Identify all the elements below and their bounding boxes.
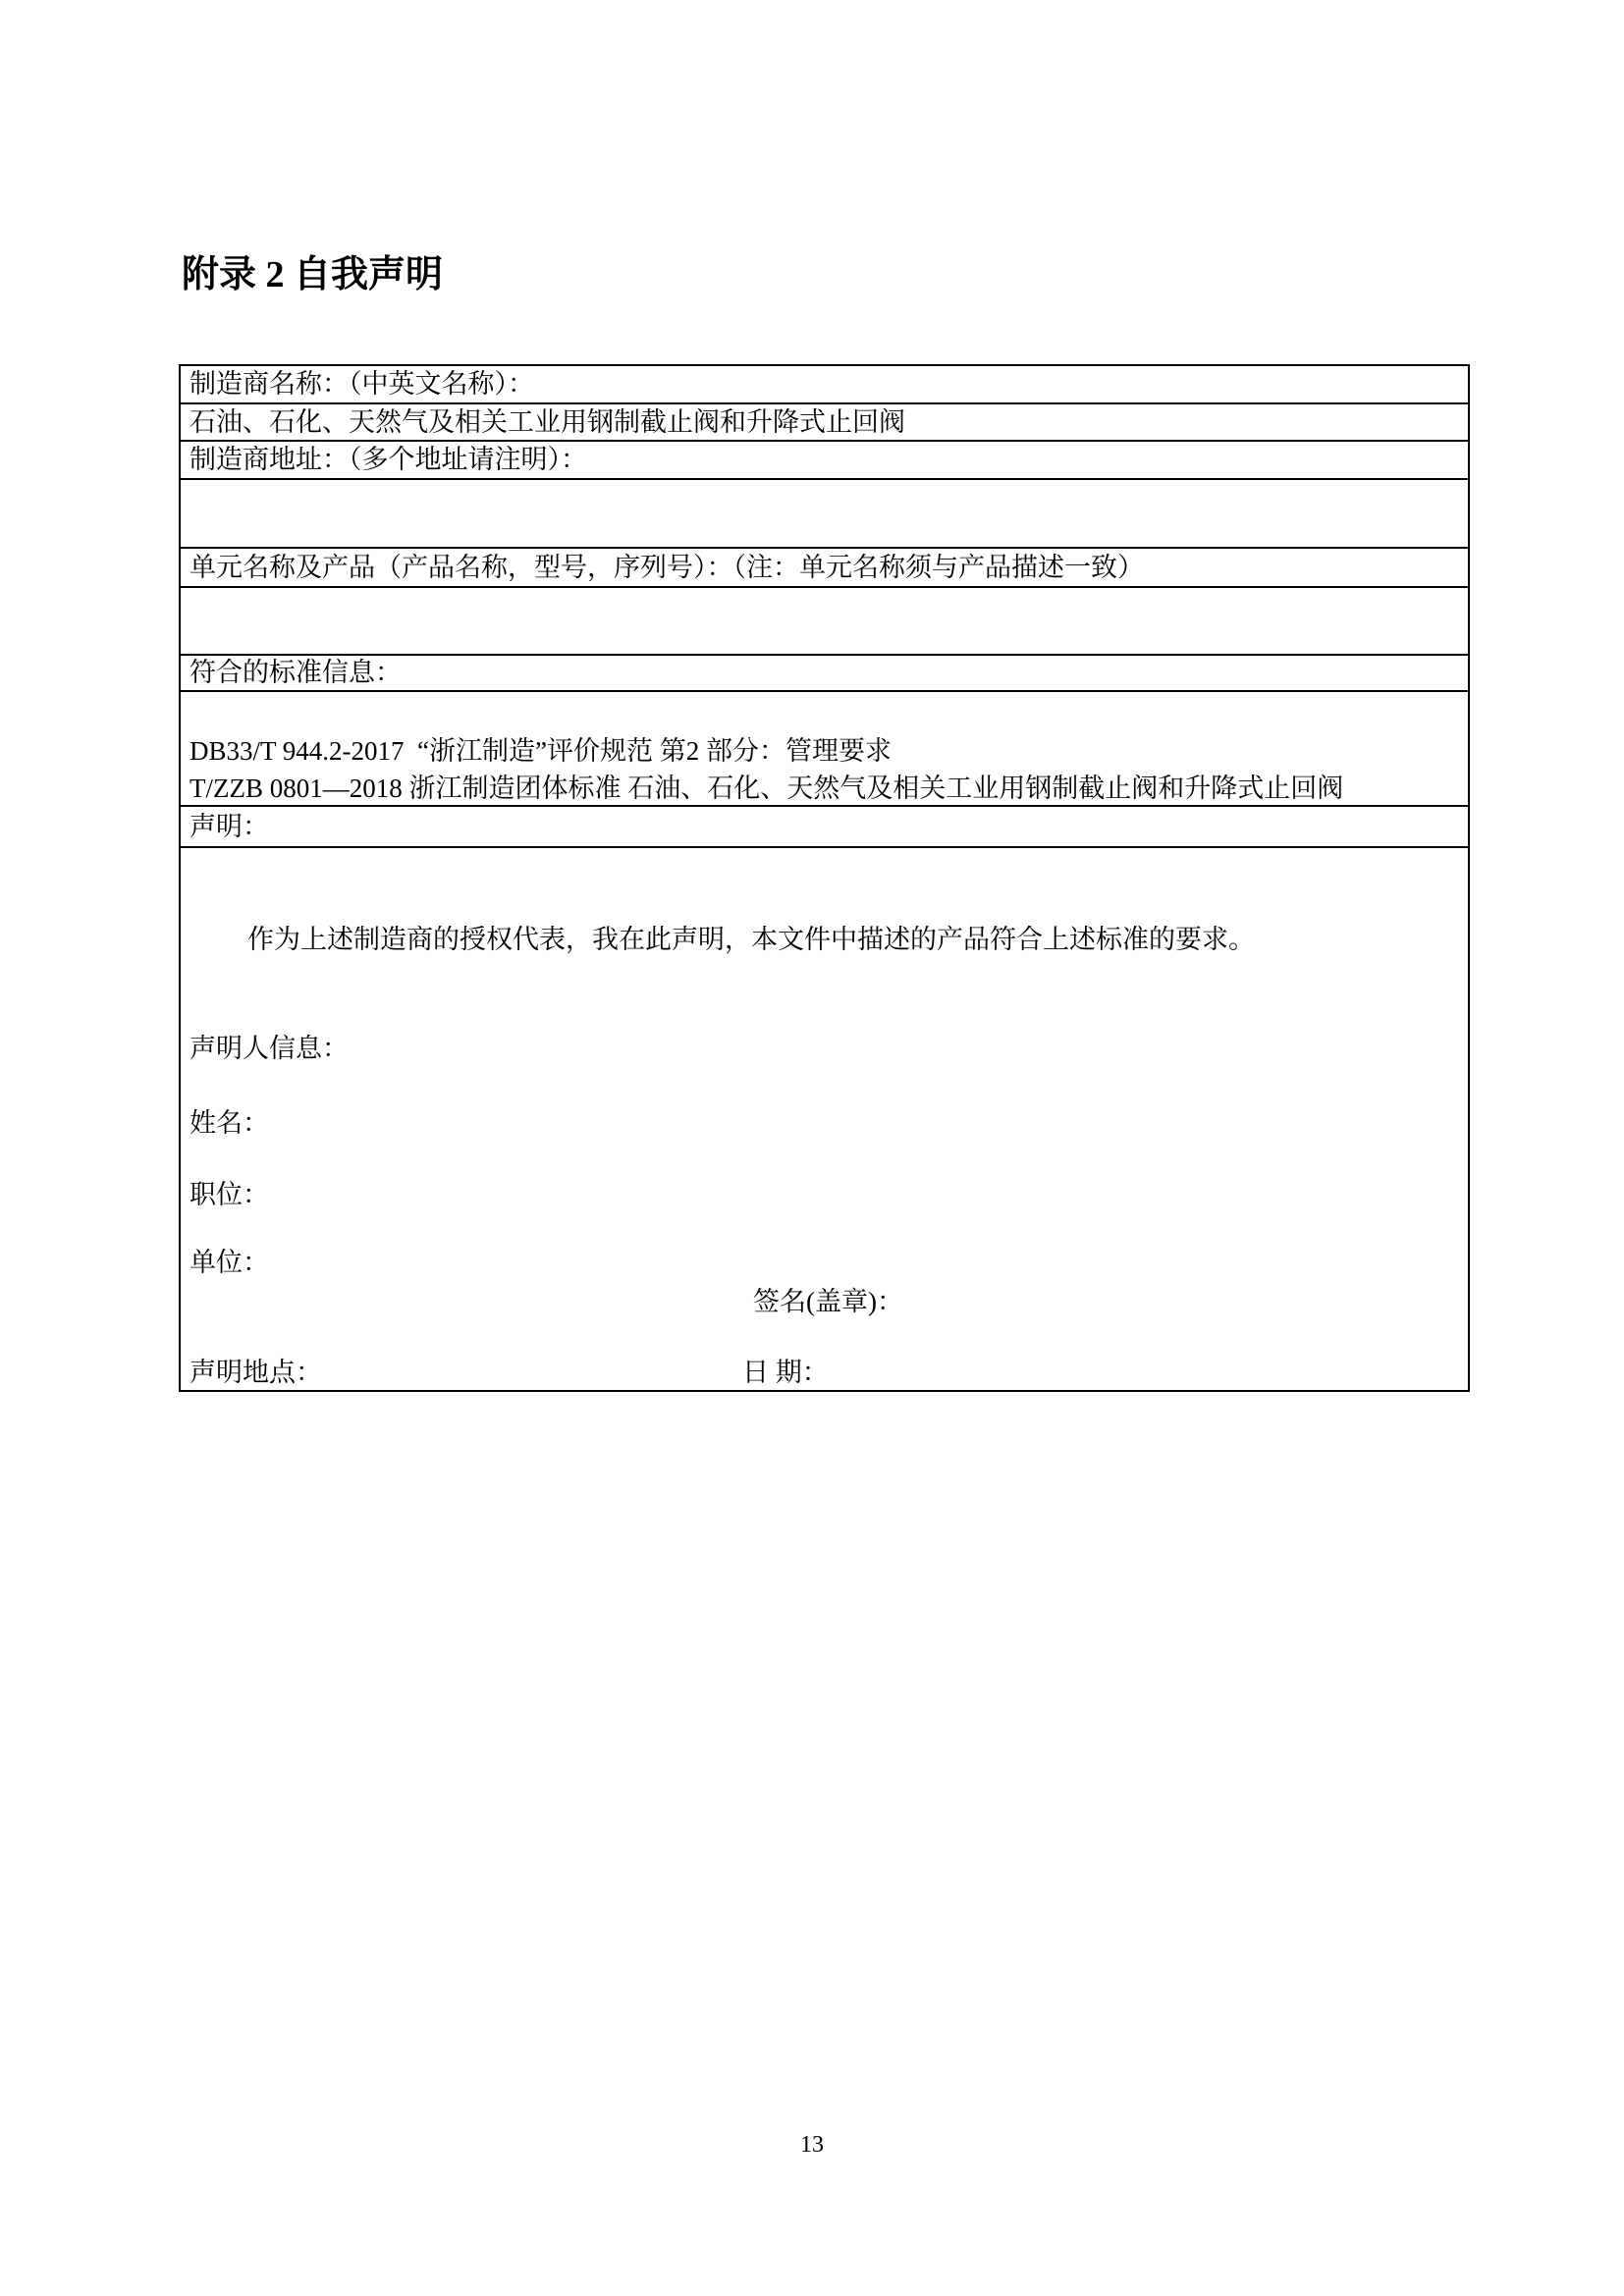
name-label: 姓名： (189, 1108, 269, 1138)
row-manufacturer-name (181, 366, 1468, 404)
declaration-header-label: 声明： (189, 811, 269, 841)
position-label: 职位： (189, 1180, 269, 1209)
standard-line-tzzb: T/ZZB 0801—2018 浙江制造团体标准 石油、石化、天然气及相关工业用钢制截止阀和升降式止回阀 (189, 774, 1344, 803)
row-declaration-body (181, 848, 1468, 1390)
unit-products-label: 单元名称及产品（产品名称，型号，序列号）：（注：单元名称须与产品描述一致） (189, 552, 1144, 582)
signature-seal-label: 签名(盖章)： (753, 1287, 903, 1316)
declarant-info-label: 声明人信息： (189, 1034, 349, 1063)
company-label: 单位： (189, 1248, 269, 1277)
row-standards-list (181, 692, 1468, 807)
self-declaration-table (179, 364, 1470, 1392)
product-name-value: 石油、石化、天然气及相关工业用钢制截止阀和升降式止回阀 (189, 406, 905, 437)
date-label: 日 期： (742, 1358, 829, 1387)
page-number: 13 (800, 2132, 824, 2158)
row-standards-header (181, 656, 1468, 692)
row-declaration-header (181, 807, 1468, 848)
row-unit-products (181, 549, 1468, 588)
standards-header-label: 符合的标准信息： (189, 658, 402, 688)
standard-line-db33: DB33/T 944.2-2017 “浙江制造”评价规范 第2 部分：管理要求 (189, 736, 892, 766)
row-product-name (181, 404, 1468, 442)
declaration-place-label: 声明地点： (189, 1358, 322, 1387)
row-unit-products-blank (181, 588, 1468, 656)
page-title: 附录 2 自我声明 (182, 254, 444, 295)
row-manufacturer-address (181, 442, 1468, 480)
declaration-statement: 作为上述制造商的授权代表，我在此声明，本文件中描述的产品符合上述标准的要求。 (247, 925, 1255, 954)
row-manufacturer-address-blank (181, 480, 1468, 549)
manufacturer-name-label: 制造商名称：（中英文名称）： (189, 369, 534, 400)
manufacturer-address-label: 制造商地址：（多个地址请注明）： (189, 445, 587, 475)
